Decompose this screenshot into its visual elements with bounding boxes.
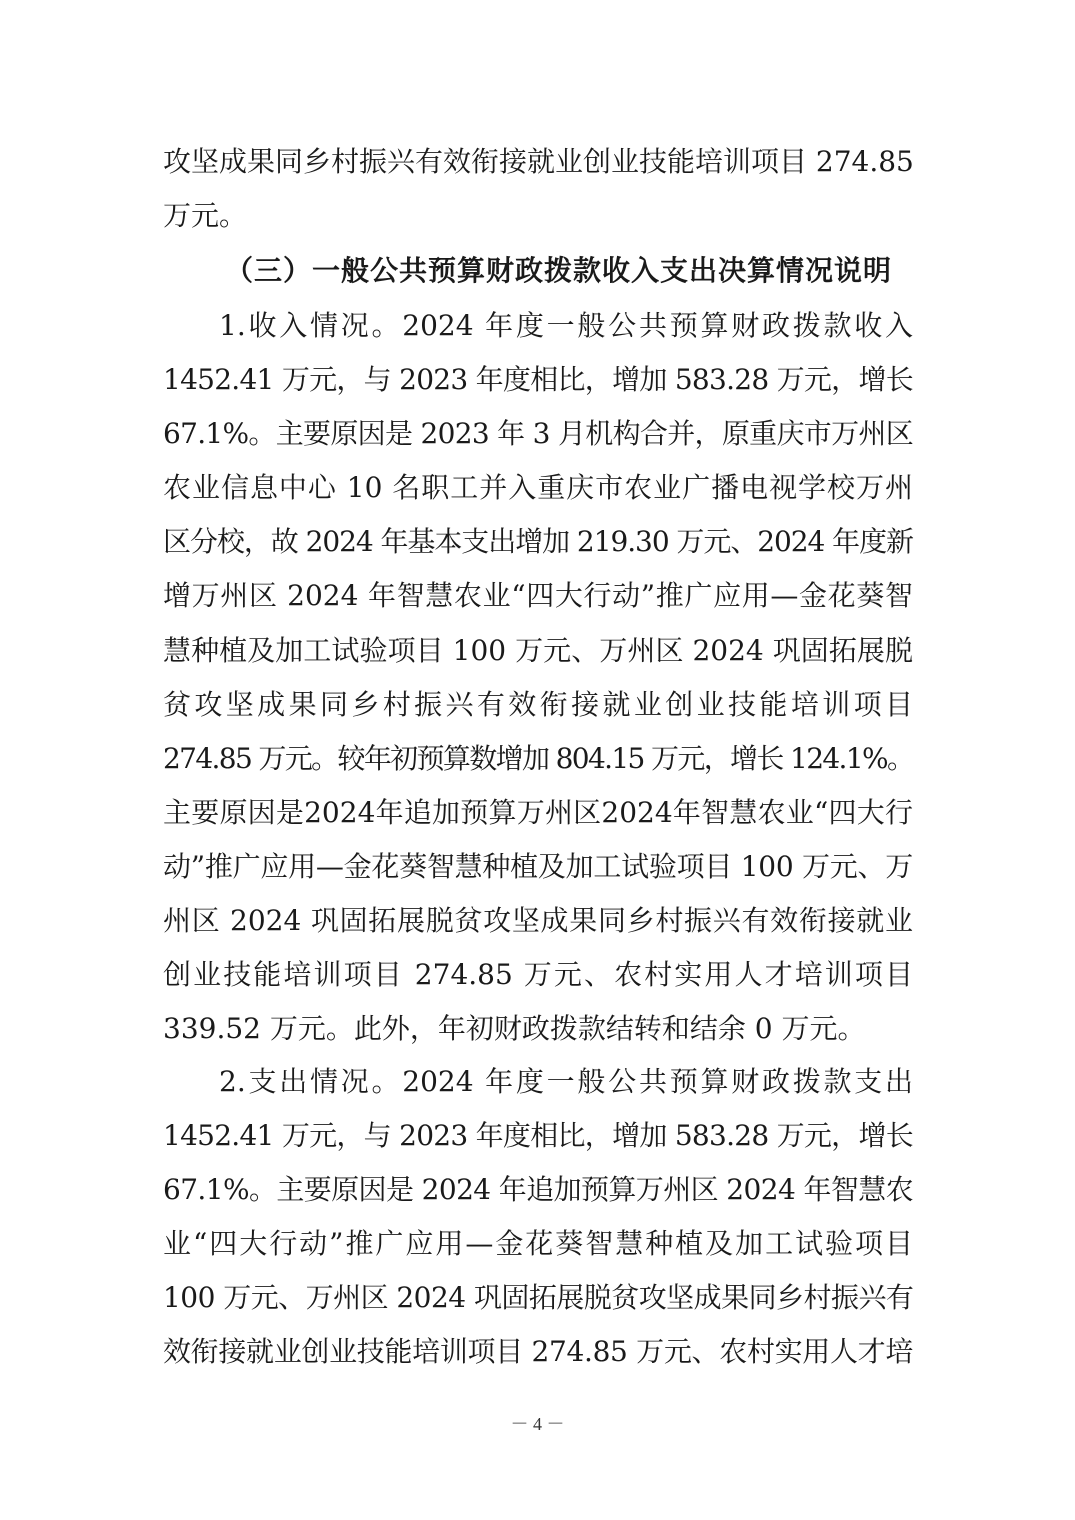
text-line: 274.85 万元。较年初预算数增加 804.15 万元，增长 124.1%。 — [163, 741, 914, 775]
text-line: 贫攻坚成果同乡村振兴有效衔接就业创业技能培训项目 — [163, 687, 913, 721]
text-line: 州区 2024 巩固拓展脱贫攻坚成果同乡村振兴有效衔接就业 — [163, 904, 913, 938]
text-line: 业“四大行动”推广应用—金花葵智慧种植及加工试验项目 — [163, 1227, 913, 1261]
paragraph-expenditure — [163, 1055, 913, 1380]
page-number: － 4 － — [510, 1414, 565, 1434]
text-line: 1452.41 万元，与 2023 年度相比，增加 583.28 万元，增长 — [163, 363, 913, 397]
text-line: 创业技能培训项目 274.85 万元、农村实用人才培训项目 — [163, 958, 913, 992]
text-line: 慧种植及加工试验项目 100 万元、万州区 2024 巩固拓展脱 — [163, 633, 913, 667]
text-line: 增万州区 2024 年智慧农业“四大行动”推广应用—金花葵智 — [163, 579, 913, 613]
text-line: 攻坚成果同乡村振兴有效衔接就业创业技能培训项目 274.85 — [163, 145, 914, 178]
text-line: 万元。 — [163, 199, 248, 233]
paragraph-continued — [163, 135, 913, 243]
text-line: 动”推广应用—金花葵智慧种植及加工试验项目 100 万元、万 — [163, 849, 913, 883]
text-line: 区分校，故 2024 年基本支出增加 219.30 万元、2024 年度新 — [163, 525, 913, 559]
text-line: 1.收入情况。2024 年度一般公共预算财政拨款收入 — [219, 309, 913, 342]
text-line: 100 万元、万州区 2024 巩固拓展脱贫攻坚成果同乡村振兴有 — [163, 1281, 914, 1315]
text-line: 339.52 万元。此外，年初财政拨款结转和结余 0 万元。 — [163, 1012, 866, 1046]
text-line: 主要原因是2024年追加预算万州区2024年智慧农业“四大行 — [163, 795, 913, 829]
text-line: 67.1%。主要原因是 2023 年 3 月机构合并，原重庆市万州区 — [163, 417, 913, 451]
text-line: 效衔接就业创业技能培训项目 274.85 万元、农村实用人才培 — [163, 1335, 913, 1369]
text-line: 1452.41 万元，与 2023 年度相比，增加 583.28 万元，增长 — [163, 1119, 913, 1153]
text-line: 67.1%。主要原因是 2024 年追加预算万州区 2024 年智慧农 — [163, 1173, 914, 1207]
paragraph-income — [163, 299, 913, 1056]
section-heading: （三）一般公共预算财政拨款收入支出决算情况说明 — [225, 254, 893, 287]
text-line: 农业信息中心 10 名职工并入重庆市农业广播电视学校万州 — [163, 471, 913, 505]
text-line: 2.支出情况。2024 年度一般公共预算财政拨款支出 — [219, 1065, 913, 1098]
